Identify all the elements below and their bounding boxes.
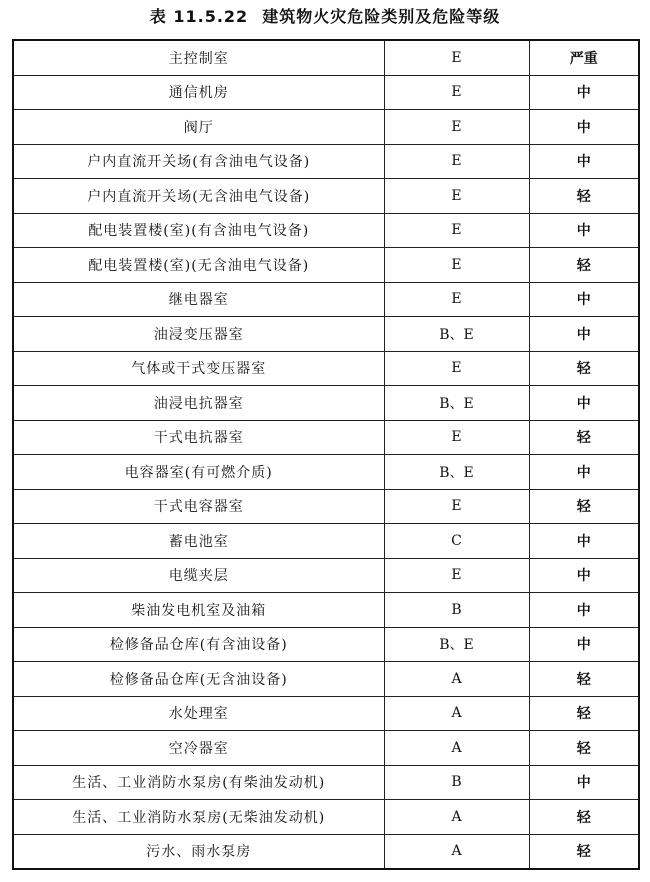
hazard-level-cell: 中 bbox=[529, 558, 639, 593]
hazard-category-cell: B、E bbox=[384, 386, 529, 421]
building-name-cell: 电缆夹层 bbox=[13, 558, 384, 593]
building-name-cell: 柴油发电机室及油箱 bbox=[13, 593, 384, 628]
fire-hazard-table bbox=[12, 39, 640, 870]
building-name-cell: 生活、工业消防水泵房(有柴油发动机) bbox=[13, 765, 384, 800]
hazard-category-cell: E bbox=[384, 110, 529, 145]
hazard-level-cell: 中 bbox=[529, 144, 639, 179]
table-caption: 建筑物火灾危险类别及危险等级 bbox=[262, 7, 501, 26]
table-row bbox=[13, 765, 639, 800]
table-row bbox=[13, 524, 639, 559]
hazard-category-cell: E bbox=[384, 420, 529, 455]
hazard-category-cell: E bbox=[384, 248, 529, 283]
table-row bbox=[13, 593, 639, 628]
building-name-cell: 水处理室 bbox=[13, 696, 384, 731]
table-row bbox=[13, 489, 639, 524]
building-name-cell: 电容器室(有可燃介质) bbox=[13, 455, 384, 490]
hazard-level-cell: 轻 bbox=[529, 834, 639, 869]
hazard-category-cell: E bbox=[384, 489, 529, 524]
table-row bbox=[13, 144, 639, 179]
building-name-cell: 气体或干式变压器室 bbox=[13, 351, 384, 386]
hazard-category-cell: E bbox=[384, 75, 529, 110]
table-row bbox=[13, 75, 639, 110]
table-row bbox=[13, 110, 639, 145]
table-row bbox=[13, 351, 639, 386]
table-row bbox=[13, 282, 639, 317]
building-name-cell: 蓄电池室 bbox=[13, 524, 384, 559]
table-row bbox=[13, 420, 639, 455]
hazard-category-cell: A bbox=[384, 662, 529, 697]
hazard-level-cell: 中 bbox=[529, 765, 639, 800]
hazard-level-cell: 中 bbox=[529, 75, 639, 110]
hazard-level-cell: 轻 bbox=[529, 489, 639, 524]
hazard-level-cell: 轻 bbox=[529, 351, 639, 386]
table-row bbox=[13, 317, 639, 352]
hazard-level-cell: 中 bbox=[529, 386, 639, 421]
building-name-cell: 继电器室 bbox=[13, 282, 384, 317]
hazard-level-cell: 中 bbox=[529, 282, 639, 317]
hazard-level-cell: 中 bbox=[529, 524, 639, 559]
building-name-cell: 油浸电抗器室 bbox=[13, 386, 384, 421]
building-name-cell: 空冷器室 bbox=[13, 731, 384, 766]
hazard-level-cell: 轻 bbox=[529, 696, 639, 731]
hazard-level-cell: 轻 bbox=[529, 731, 639, 766]
table-row bbox=[13, 40, 639, 75]
hazard-level-cell: 轻 bbox=[529, 420, 639, 455]
table-row bbox=[13, 834, 639, 869]
hazard-level-cell: 中 bbox=[529, 110, 639, 145]
hazard-category-cell: E bbox=[384, 40, 529, 75]
table-row bbox=[13, 558, 639, 593]
hazard-category-cell: B bbox=[384, 593, 529, 628]
building-name-cell: 干式电抗器室 bbox=[13, 420, 384, 455]
building-name-cell: 检修备品仓库(无含油设备) bbox=[13, 662, 384, 697]
building-name-cell: 通信机房 bbox=[13, 75, 384, 110]
building-name-cell: 阀厅 bbox=[13, 110, 384, 145]
hazard-level-cell: 严重 bbox=[529, 40, 639, 75]
table-row bbox=[13, 213, 639, 248]
table-title bbox=[0, 5, 650, 29]
hazard-category-cell: A bbox=[384, 800, 529, 835]
table-row bbox=[13, 179, 639, 214]
hazard-category-cell: A bbox=[384, 731, 529, 766]
building-name-cell: 配电装置楼(室)(有含油电气设备) bbox=[13, 213, 384, 248]
hazard-level-cell: 中 bbox=[529, 593, 639, 628]
table-row bbox=[13, 627, 639, 662]
hazard-category-cell: C bbox=[384, 524, 529, 559]
hazard-category-cell: B bbox=[384, 765, 529, 800]
hazard-category-cell: B、E bbox=[384, 455, 529, 490]
building-name-cell: 户内直流开关场(有含油电气设备) bbox=[13, 144, 384, 179]
table-number: 表 11.5.22 bbox=[149, 7, 249, 26]
table-row bbox=[13, 386, 639, 421]
hazard-category-cell: E bbox=[384, 144, 529, 179]
hazard-category-cell: A bbox=[384, 834, 529, 869]
building-name-cell: 检修备品仓库(有含油设备) bbox=[13, 627, 384, 662]
hazard-level-cell: 中 bbox=[529, 317, 639, 352]
table-row bbox=[13, 248, 639, 283]
building-name-cell: 配电装置楼(室)(无含油电气设备) bbox=[13, 248, 384, 283]
table-row bbox=[13, 662, 639, 697]
building-name-cell: 生活、工业消防水泵房(无柴油发动机) bbox=[13, 800, 384, 835]
hazard-level-cell: 轻 bbox=[529, 248, 639, 283]
hazard-level-cell: 轻 bbox=[529, 179, 639, 214]
hazard-category-cell: E bbox=[384, 351, 529, 386]
hazard-level-cell: 轻 bbox=[529, 800, 639, 835]
building-name-cell: 油浸变压器室 bbox=[13, 317, 384, 352]
table-row bbox=[13, 696, 639, 731]
hazard-category-cell: E bbox=[384, 213, 529, 248]
building-name-cell: 主控制室 bbox=[13, 40, 384, 75]
hazard-category-cell: E bbox=[384, 558, 529, 593]
table-body bbox=[13, 40, 639, 869]
hazard-category-cell: E bbox=[384, 282, 529, 317]
hazard-level-cell: 中 bbox=[529, 213, 639, 248]
building-name-cell: 干式电容器室 bbox=[13, 489, 384, 524]
hazard-level-cell: 轻 bbox=[529, 662, 639, 697]
hazard-category-cell: A bbox=[384, 696, 529, 731]
hazard-level-cell: 中 bbox=[529, 627, 639, 662]
building-name-cell: 污水、雨水泵房 bbox=[13, 834, 384, 869]
hazard-level-cell: 中 bbox=[529, 455, 639, 490]
table-row bbox=[13, 800, 639, 835]
table-row bbox=[13, 455, 639, 490]
hazard-category-cell: B、E bbox=[384, 627, 529, 662]
hazard-category-cell: B、E bbox=[384, 317, 529, 352]
hazard-category-cell: E bbox=[384, 179, 529, 214]
table-row bbox=[13, 731, 639, 766]
building-name-cell: 户内直流开关场(无含油电气设备) bbox=[13, 179, 384, 214]
